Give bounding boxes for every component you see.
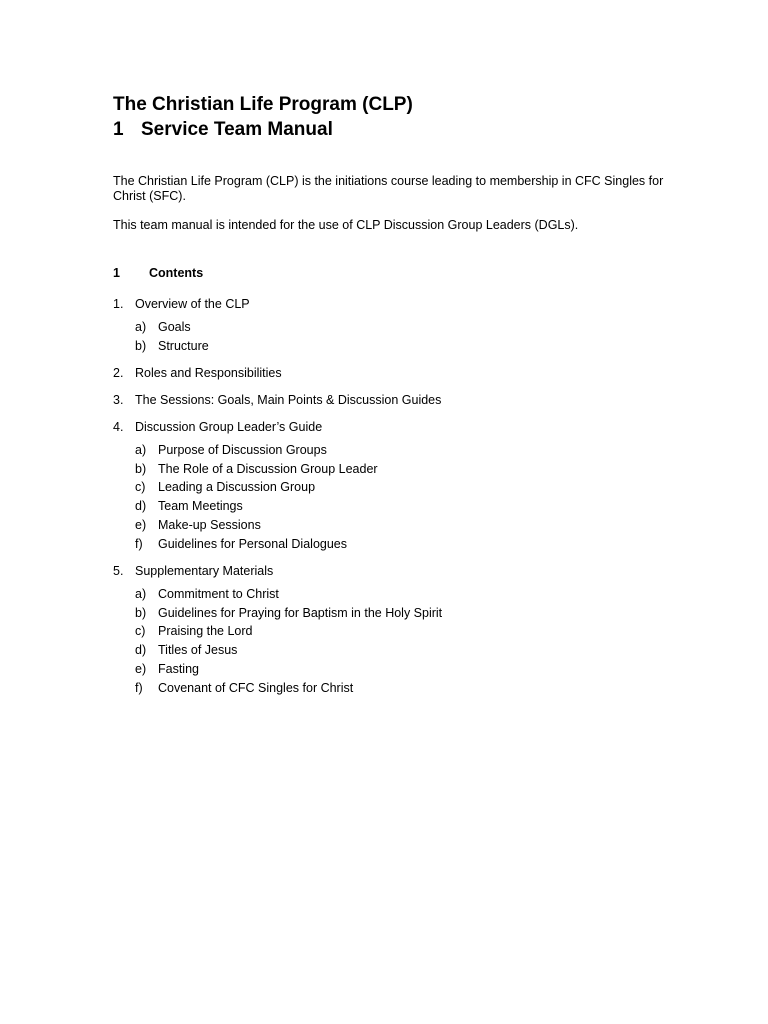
toc-subitem-letter: d)	[135, 643, 147, 658]
contents-heading-number: 1	[113, 266, 120, 280]
toc-item-line	[113, 420, 673, 435]
toc-subitem-letter: b)	[135, 461, 147, 476]
toc-subitem	[135, 480, 673, 495]
toc-item-number: 5.	[113, 563, 124, 578]
toc-subitem-letter: f)	[135, 680, 143, 695]
title-line-2-text: Service Team Manual	[141, 119, 333, 140]
toc-subitem	[135, 499, 673, 514]
toc-item-label: Roles and Responsibilities	[135, 365, 282, 380]
toc-subitem	[135, 462, 673, 477]
toc-subitem-label: Guidelines for Praying for Baptism in the Holy Spirit	[158, 605, 443, 620]
toc-item-line	[113, 393, 673, 408]
toc-item	[113, 366, 673, 381]
title-line-1: The Christian Life Program (CLP)	[113, 94, 413, 115]
toc-subitem-letter: b)	[135, 338, 147, 353]
toc-item	[113, 393, 673, 408]
toc-item-line	[113, 564, 673, 579]
toc-subitem-list	[135, 443, 673, 552]
toc-subitem	[135, 443, 673, 458]
intro-paragraph: The Christian Life Program (CLP) is the initiations course leading to membership in CFC Singles for Christ (SFC).	[113, 174, 664, 203]
contents-heading-text: Contents	[149, 266, 204, 280]
toc-subitem-label: Make-up Sessions	[158, 517, 261, 532]
toc-subitem	[135, 662, 673, 677]
toc-subitem-list	[135, 320, 673, 354]
toc-subitem-label: Praising the Lord	[158, 624, 253, 639]
toc-subitem-label: Structure	[158, 338, 209, 353]
toc-subitem	[135, 320, 673, 335]
toc-subitem-letter: a)	[135, 442, 147, 457]
toc-subitem-letter: a)	[135, 586, 147, 601]
toc-subitem	[135, 624, 673, 639]
document-content	[113, 92, 673, 708]
table-of-contents	[113, 297, 673, 696]
toc-subitem-label: The Role of a Discussion Group Leader	[158, 461, 378, 476]
toc-subitem	[135, 537, 673, 552]
toc-subitem-letter: b)	[135, 605, 147, 620]
title-line-2-number: 1	[113, 119, 124, 140]
contents-heading	[113, 266, 673, 281]
toc-subitem-letter: a)	[135, 320, 147, 334]
toc-subitem-label: Fasting	[158, 661, 199, 676]
document-title	[113, 92, 673, 142]
toc-subitem-label: Guidelines for Personal Dialogues	[158, 536, 347, 551]
toc-subitem-list	[135, 587, 673, 696]
toc-subitem-letter: d)	[135, 499, 147, 514]
toc-subitem-letter: e)	[135, 661, 147, 676]
toc-item	[113, 420, 673, 552]
toc-subitem	[135, 606, 673, 621]
toc-item-line	[113, 297, 673, 312]
toc-subitem	[135, 339, 673, 354]
toc-subitem-letter: c)	[135, 480, 146, 495]
toc-item	[113, 564, 673, 696]
toc-subitem	[135, 643, 673, 658]
toc-item-line	[113, 366, 673, 381]
toc-item-number: 2.	[113, 365, 124, 380]
toc-subitem	[135, 518, 673, 533]
toc-subitem-label: Titles of Jesus	[158, 643, 238, 658]
toc-item-number: 1.	[113, 297, 124, 311]
toc-item-number: 3.	[113, 392, 124, 407]
toc-subitem-label: Leading a Discussion Group	[158, 480, 316, 495]
toc-subitem-label: Commitment to Christ	[158, 586, 279, 601]
toc-subitem	[135, 587, 673, 602]
toc-item-label: Overview of the CLP	[135, 297, 250, 311]
toc-subitem-label: Purpose of Discussion Groups	[158, 442, 327, 457]
toc-item	[113, 297, 673, 354]
toc-item-label: Supplementary Materials	[135, 563, 274, 578]
manual-purpose-paragraph: This team manual is intended for the use of CLP Discussion Group Leaders (DGLs).	[113, 218, 579, 232]
toc-subitem-label: Covenant of CFC Singles for Christ	[158, 680, 354, 695]
toc-subitem-label: Team Meetings	[158, 499, 243, 514]
toc-subitem-label: Goals	[158, 320, 191, 334]
toc-subitem-letter: c)	[135, 624, 146, 639]
toc-item-number: 4.	[113, 419, 124, 434]
toc-subitem	[135, 681, 673, 696]
toc-subitem-letter: f)	[135, 536, 143, 551]
toc-item-label: The Sessions: Goals, Main Points & Discussion Guides	[135, 392, 442, 407]
toc-subitem-letter: e)	[135, 517, 147, 532]
title-line-2	[113, 117, 673, 142]
toc-item-label: Discussion Group Leader’s Guide	[135, 419, 323, 434]
